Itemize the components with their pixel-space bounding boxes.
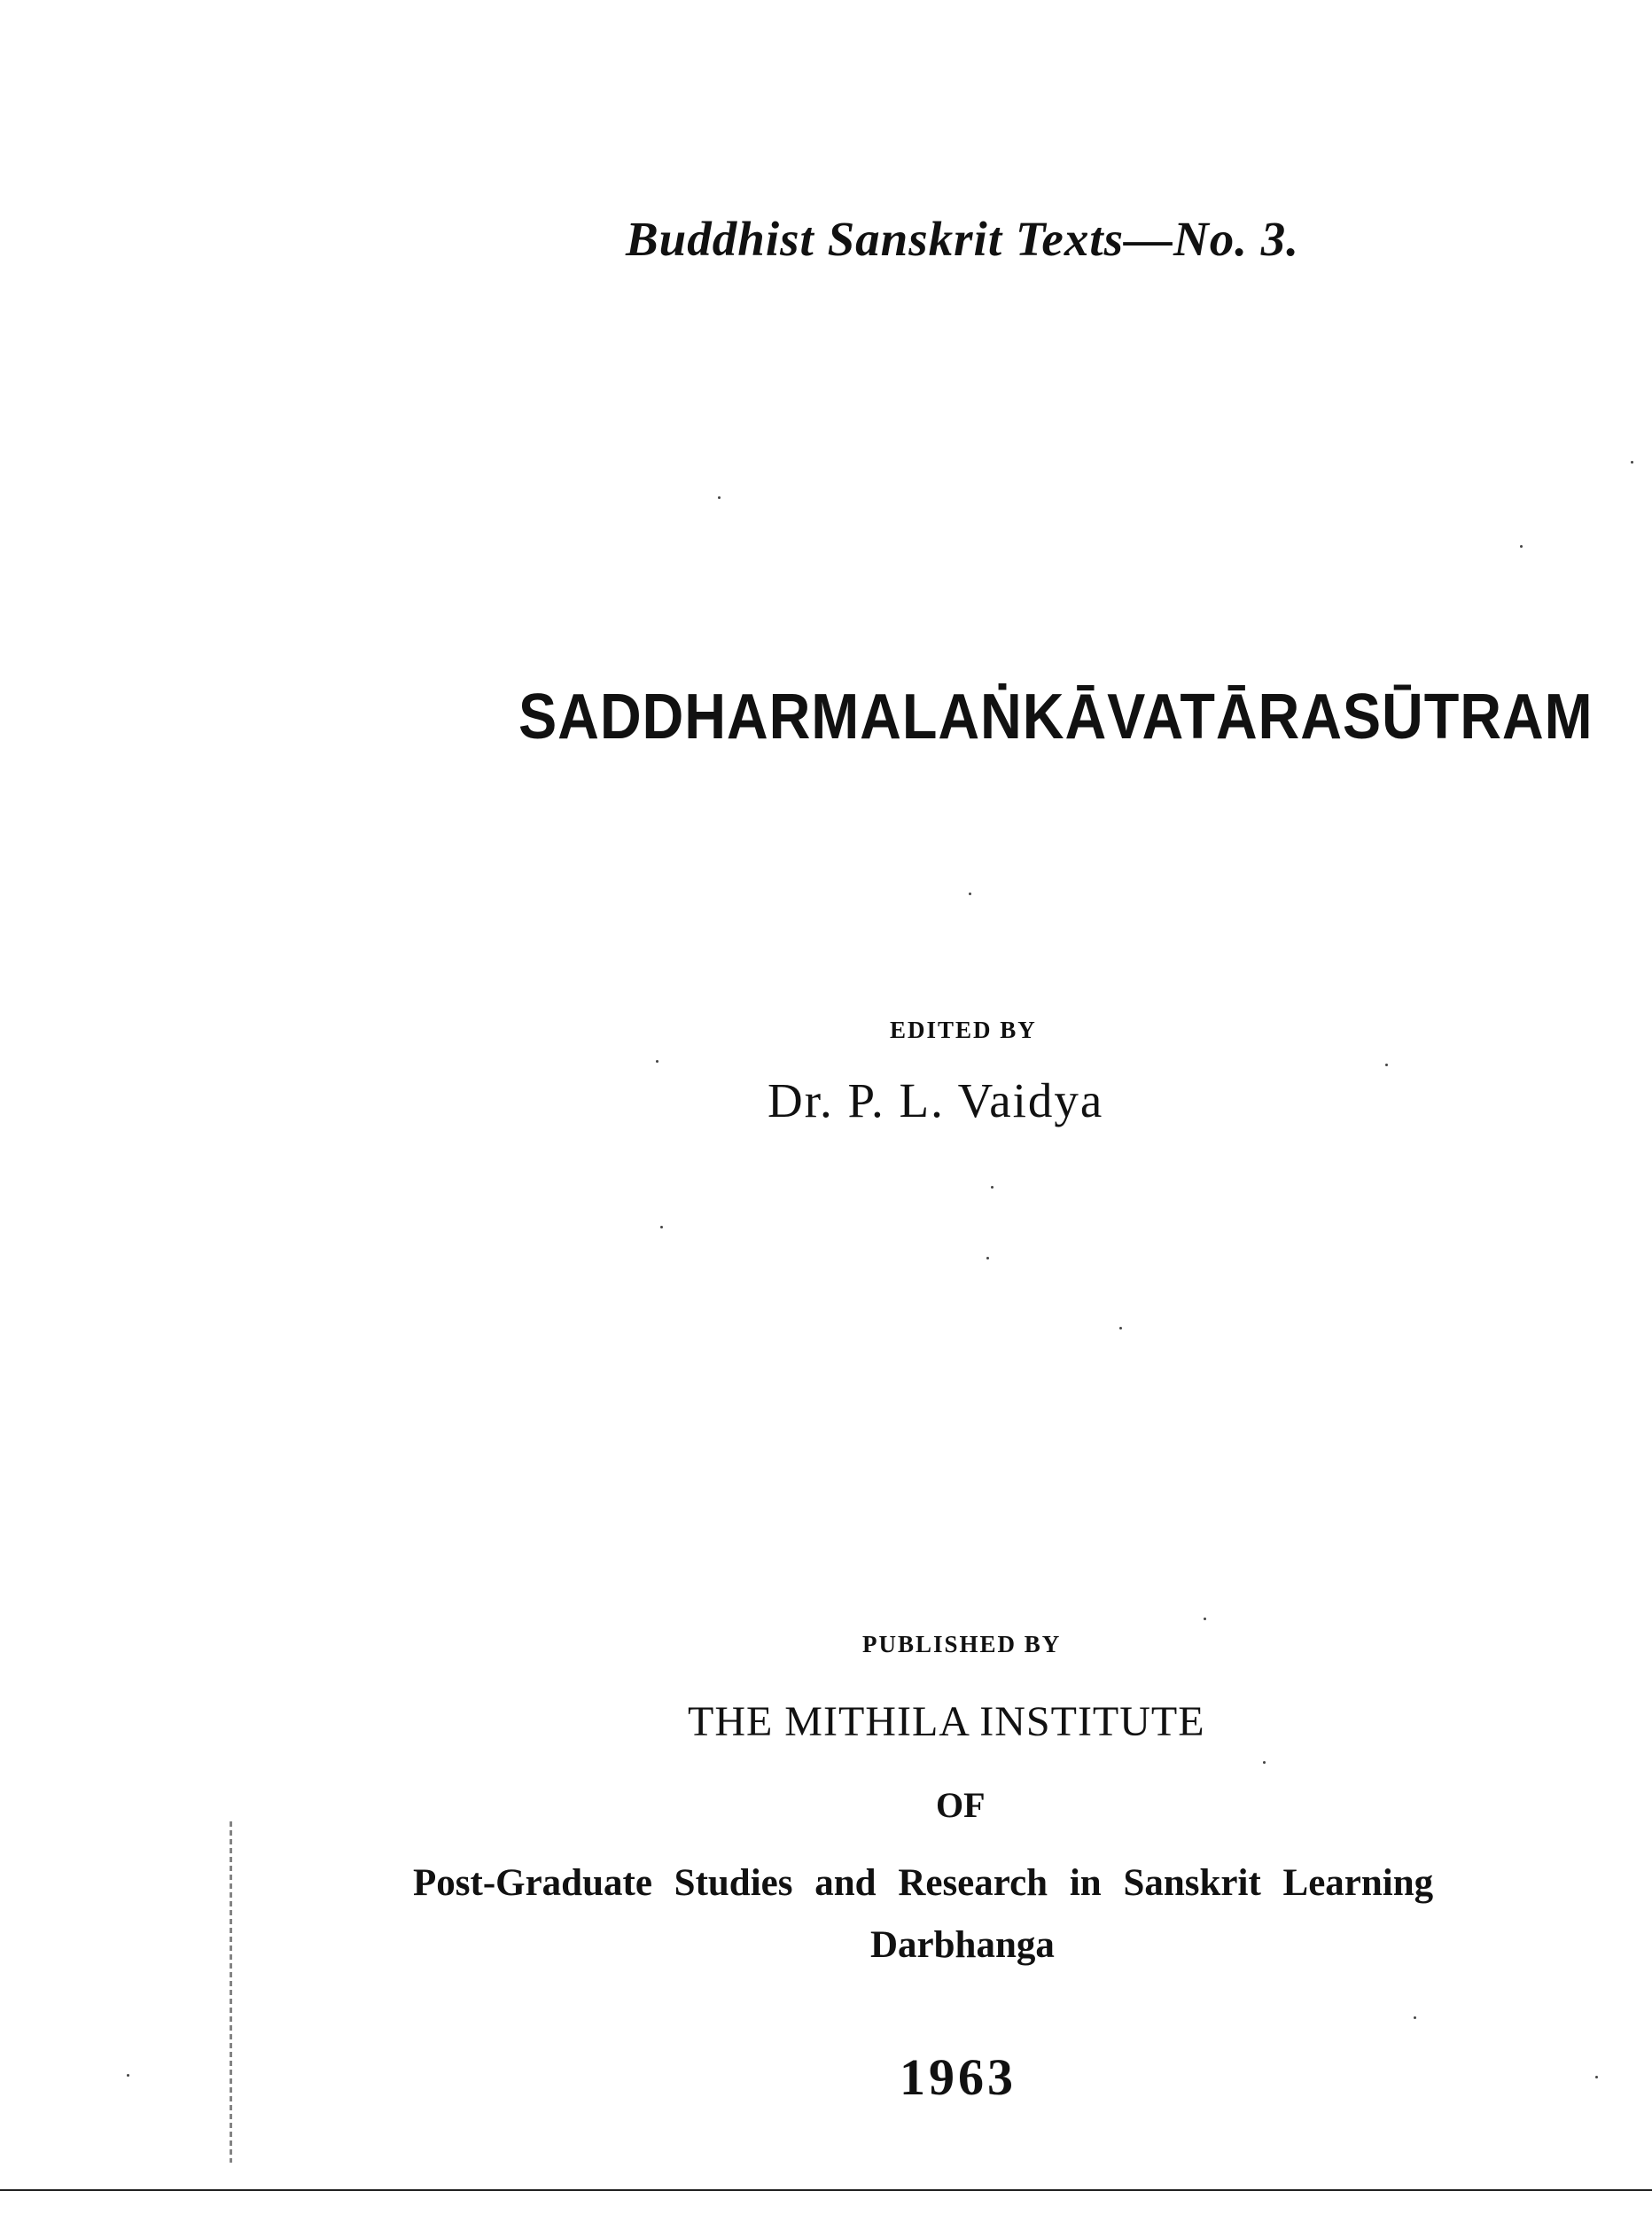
scan-speck (986, 1257, 989, 1259)
scan-speck (1631, 461, 1633, 464)
scan-speck (1520, 545, 1523, 548)
page-bottom-rule (0, 2189, 1652, 2191)
publisher-subtitle: Post-Graduate Studies and Research in Sanskrit Learning (413, 1862, 1434, 1904)
scan-speck (991, 1186, 994, 1189)
publisher-name: THE MITHILA INSTITUTE (688, 1698, 1205, 1745)
publication-year: 1963 (900, 2048, 1017, 2106)
book-title: SADDHARMALAṄKĀVATĀRASŪTRAM (518, 682, 1594, 752)
scan-speck (1204, 1618, 1206, 1620)
scan-speck (969, 893, 971, 895)
series-title: Buddhist Sanskrit Texts—No. 3. (626, 212, 1299, 266)
publisher-connector: OF (936, 1785, 986, 1825)
scan-speck (1414, 2016, 1416, 2019)
scan-speck (1263, 1761, 1266, 1764)
scan-speck (1385, 1064, 1388, 1066)
scan-speck (127, 2074, 129, 2077)
scan-speck (1119, 1327, 1122, 1329)
edited-by-label: EDITED BY (890, 1017, 1037, 1043)
scan-speck (718, 496, 721, 499)
scan-speck (660, 1226, 663, 1228)
scan-binding-edge (230, 1821, 232, 2163)
publisher-city: Darbhanga (870, 1924, 1055, 1966)
scan-speck (1595, 2076, 1598, 2078)
editor-name: Dr. P. L. Vaidya (768, 1073, 1104, 1127)
scan-speck (656, 1060, 658, 1063)
published-by-label: PUBLISHED BY (862, 1631, 1062, 1657)
